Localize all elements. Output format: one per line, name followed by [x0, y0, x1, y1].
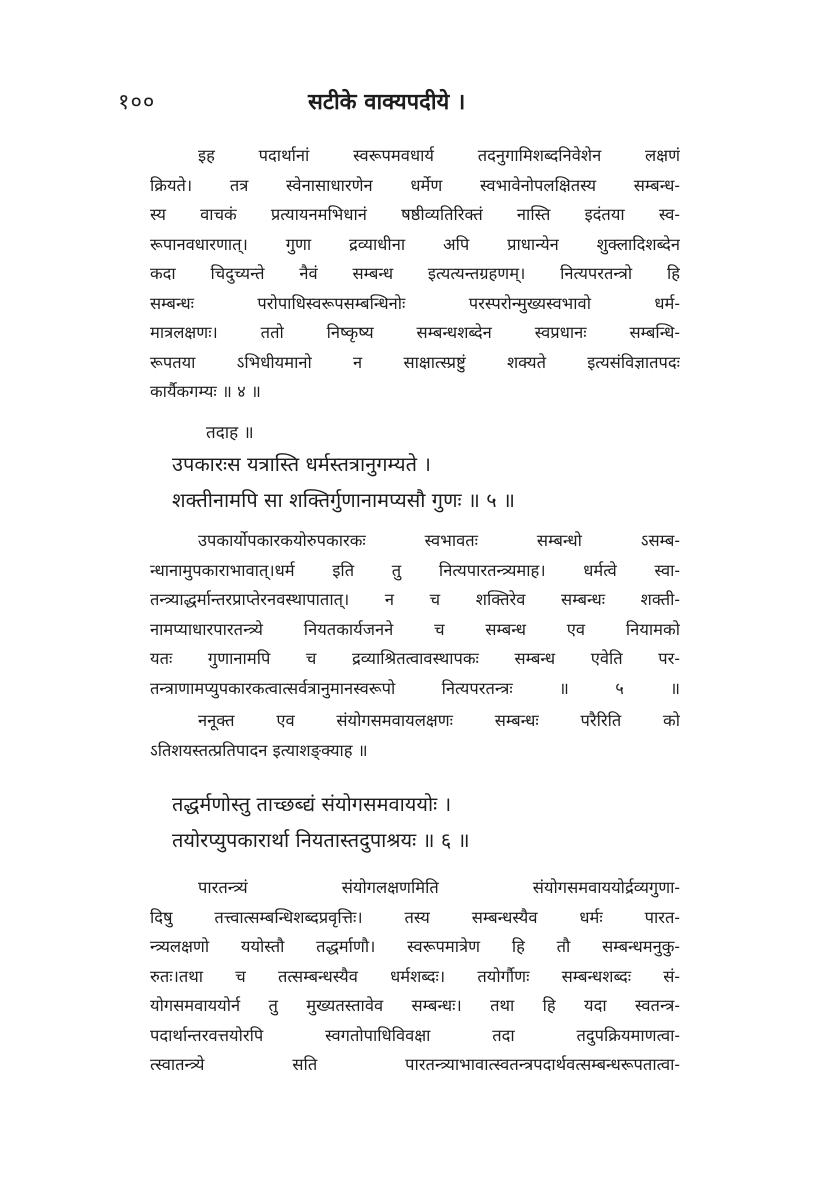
verse-6 — [172, 786, 702, 858]
commentary-line: यतः गुणानामपि च द्रव्याश्रितत्वावस्थापकः सम्बन्ध एवेति पर- — [150, 649, 680, 668]
commentary-line: न्त्र्यलक्षणो ययोस्तौ तद्धर्माणौ। स्वरूपमात्रेण हि तौ सम्बन्धमनुकु- — [150, 937, 680, 956]
commentary-line: रूपानवधारणात्। गुणा द्रव्याधीना अपि प्राधान्येन शुक्लादिशब्देन — [150, 234, 680, 254]
verse-line: तयोरप्युपकारार्था नियतास्तदुपाश्रयः ॥ ६ ॥ — [172, 828, 470, 852]
commentary-block-4 — [150, 873, 680, 1080]
commentary-line: सम्बन्धः परोपाधिस्वरूपसम्बन्धिनोः परस्परोन्मुख्यस्वभावो धर्म- — [150, 293, 680, 313]
commentary-line: ननूक्त एव संयोगसमवायलक्षणः सम्बन्धः परैरिति को — [198, 711, 680, 730]
page-header — [118, 86, 718, 120]
commentary-line: रुतः।तथा च तत्सम्बन्धस्यैव धर्मशब्दः। तयोर्गौणः सम्बन्धशब्दः सं- — [150, 966, 680, 986]
verse-line: उपकारःस यत्रास्ति धर्मस्तत्रानुगम्यते । — [172, 452, 431, 476]
commentary-line: कार्यैकगम्यः ॥ ४ ॥ — [150, 382, 261, 401]
commentary-line: इह पदार्थानां स्वरूपमवधार्य तदनुगामिशब्दनिवेशेन लक्षणं — [198, 146, 680, 165]
page-number: १०० — [118, 90, 156, 115]
commentary-block-2 — [150, 526, 680, 703]
commentary-line: तन्त्राणामप्युपकारकत्वात्सर्वत्रानुमानस्वरूपो नित्यपरतन्त्रः ॥ ५ ॥ — [150, 678, 680, 698]
commentary-block-3 — [150, 706, 680, 765]
commentary-line: नामप्याधारपारतन्त्र्ये नियतकार्यजनने च सम्बन्ध एव नियामको — [150, 619, 680, 639]
commentary-line: ऽतिशयस्तत्प्रतिपादन इत्याशङ्क्याह ॥ — [150, 740, 368, 760]
commentary-line: योगसमवाययोर्न तु मुख्यतस्तावेव सम्बन्धः। तथा हि यदा स्वतन्त्र- — [150, 996, 680, 1015]
commentary-line: रूपतया ऽभिधीयमानो न साक्षात्स्प्रष्टुं शक्यते इत्यसंविज्ञातपदः — [150, 352, 680, 372]
verse-5 — [172, 446, 702, 518]
verse-intro: तदाह ॥ — [206, 423, 254, 443]
commentary-line: पारतन्त्र्यं संयोगलक्षणमिति संयोगसमवाययोर्द्रव्यगुणा- — [198, 878, 680, 897]
commentary-line: न्धानामुपकाराभावात्।धर्म इति तु नित्यपारतन्त्र्यमाह। धर्मत्वे स्वा- — [150, 560, 680, 580]
commentary-line: उपकार्योपकारकयोरुपकारकः स्वभावतः सम्बन्धो ऽसम्ब- — [198, 531, 680, 550]
commentary-block-1 — [150, 141, 680, 407]
verse-line: शक्तीनामपि सा शक्तिर्गुणानामप्यसौ गुणः ॥ ५ ॥ — [172, 488, 516, 512]
running-title: सटीके वाक्यपदीये । — [308, 89, 466, 115]
commentary-line: मात्रलक्षणः। ततो निष्कृष्य सम्बन्धशब्देन स्वप्रधानः सम्बन्धि- — [150, 323, 680, 342]
verse-line: तद्धर्मणोस्तु ताच्छब्द्यं संयोगसमवाययोः । — [172, 792, 452, 816]
commentary-line: क्रियते। तत्र स्वेनासाधारणेन धर्मेण स्वभावेनोपलक्षितस्य सम्बन्ध- — [150, 175, 680, 195]
commentary-line: कदा चिदुच्यन्ते नैवं सम्बन्ध इत्यत्यन्तग्रहणम्। नित्यपरतन्त्रो हि — [150, 264, 680, 283]
commentary-line: तन्त्र्याद्धर्मान्तरप्राप्तेरनवस्थापातात्। न च शक्तिरेव सम्बन्धः शक्ती- — [150, 590, 680, 609]
commentary-line: पदार्थान्तरवत्तयोरपि स्वगतोपाधिविवक्षा तदा तदुपक्रियमाणत्वा- — [150, 1025, 680, 1045]
commentary-line: त्स्वातन्त्र्ये सति पारतन्त्र्याभावात्स्वतन्त्रपदार्थवत्सम्बन्धरूपतात्वा- — [150, 1055, 680, 1074]
commentary-line: दिषु तत्त्वात्सम्बन्धिशब्दप्रवृत्तिः। तस्य सम्बन्धस्यैव धर्मः पारत- — [150, 907, 680, 927]
commentary-line: स्य वाचकं प्रत्यायनमभिधानं षष्ठीव्यतिरिक्तं नास्ति इदंतया स्व- — [150, 205, 680, 224]
